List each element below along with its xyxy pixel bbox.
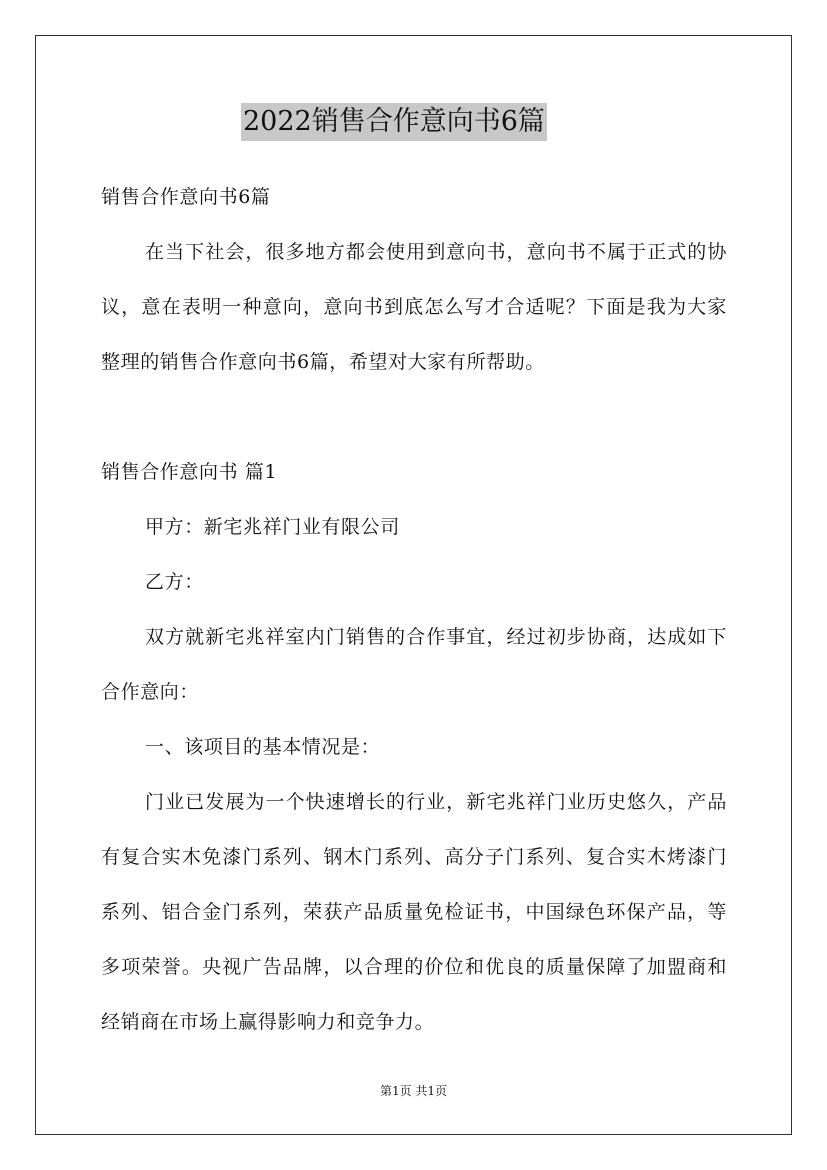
item-one-heading: 一、该项目的基本情况是：	[145, 736, 381, 758]
party-a-line: 甲方：新宅兆祥门业有限公司	[145, 516, 400, 538]
intro-paragraph: 在当下社会，很多地方都会使用到意向书，意向书不属于正式的协议，意在表明一种意向，意向书到底怎么写才合适呢？下面是我为大家整理的销售合作意向书6篇，希望对大家有所帮助。	[101, 241, 727, 373]
section-heading: 销售合作意向书 篇1	[101, 461, 278, 483]
document-body	[101, 170, 727, 1050]
document-title: 2022销售合作意向书6篇	[241, 103, 547, 141]
party-b-line: 乙方：	[145, 571, 204, 593]
blank-line	[101, 390, 727, 445]
agreement-paragraph: 双方就新宅兆祥室内门销售的合作事宜，经过初步协商，达成如下合作意向：	[101, 626, 727, 703]
page-footer: 第1页 共1页	[379, 1084, 448, 1098]
document-subtitle: 销售合作意向书6篇	[101, 186, 271, 208]
project-paragraph: 门业已发展为一个快速增长的行业，新宅兆祥门业历史悠久，产品有复合实木免漆门系列、钢木门系列、高分子门系列、复合实木烤漆门系列、铝合金门系列，荣获产品质量免检证书，中国绿色环保产品，等多项荣誉。央视广告品牌，以合理的价位和优良的质量保障了加盟商和经销商在市场上赢得影响力和竞争力。	[101, 791, 727, 1033]
